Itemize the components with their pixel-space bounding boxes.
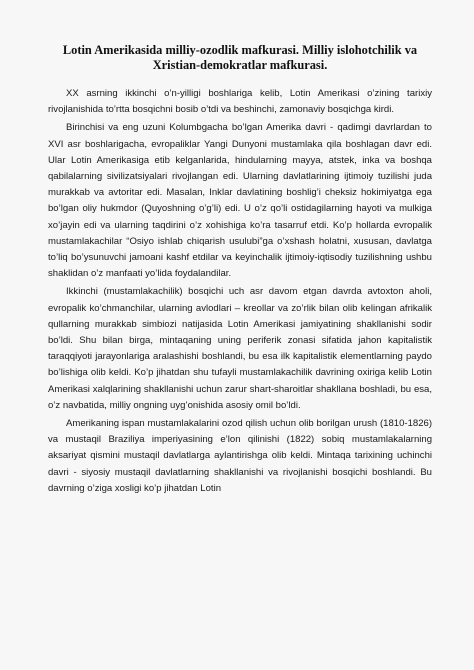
paragraph-4: Amerikaning ispan mustamlakalarini ozod qilish uchun olib borilgan urush (1810-1826) va mustaqil Braziliya imperiyasining e’lon qilinishi (1822) sobiq mustamlakalarning aksariyat qismini mustaqil davlatlarga aylantirishga olib keldi. Mintaqa tarixining uchinchi davri - siyosiy mustaqil davlatlarning shakllanishi va rivojlanishi bosqichi boshlandi. Bu davrning o’ziga xosligi ko’p jihatdan Lotin [48,418,432,494]
paragraph-1: XX asrning ikkinchi o’n-yilligi boshlariga kelib, Lotin Amerikasi o’zining tarixiy rivojlanishida to’rtta bosqichni bosib o’tdi va beshinchi, zamonaviy bosqichga kirdi. [48,88,432,116]
paragraph-2: Birinchisi va eng uzuni Kolumbgacha bo’lgan Amerika davri - qadimgi davrlardan to XVI asr boshlarigacha, evropaliklar Yangi Dunyoni mustamlaka qila boshlagan davr edi. Ular Lotin Amerikasiga etib kelganlarida, hindularning mayya, atstek, inka va boshqa qabilalarning sivilizatsiyalari rivojlangan edi. Ularning davlatlarining ijtimoiy tuzilishi juda murakkab va avtoritar edi. Masalan, Inklar davlatining boshlig’i cheksiz hokimiyatga ega bo’lgan oliy hukmdor (Quyoshning o’g’li) edi. U o’z qo’li ostidagilarning hayoti va mulkiga xo’jayin edi va ularning taqdirini o’z xohishiga ko’ra tasarruf etdi. Ko’p hollarda evropalik mustamlakachilar “Osiyo ishlab chiqarish usulubi”ga o’xshash holatni, xususan, davlatga to’liq bo’ysunuvchi jamoani kashf etdilar va keyinchalik ijtimoiy-iqtisodiy tuzilishning ushbu shaklidan o’z manfaati yo’lida foydalandilar. [48,122,432,280]
paragraph-3: Ikkinchi (mustamlakachilik) bosqichi uch asr davom etgan davrda avtoxton aholi, evropalik ko’chmanchilar, ularning avlodlari – kreollar va zo’rlik bilan olib kelingan afrikalik qullarning murakkab simbiozi natijasida Lotin Amerikasi jamiyatining shakllanishi sodir bo’ldi. Shu bilan birga, mintaqaning uning periferik zonasi sifatida jahon kapitalistik taraqqiyoti jarayonlariga aralashishi boshlandi, bu esa ilk kapitalistik elementlarning paydo bo’lishiga olib keldi. Ko’p jihatdan shu tufayli mustamlakachilik davrining oxiriga kelib Lotin Amerikasi xalqlarining shakllanishi uchun zarur shart-sharoitlar shakllana boshladi, bu esa, o’z navbatida, milliy ongning uyg’onishida asosiy omil bo’ldi. [48,286,432,411]
document-title: Lotin Amerikasida milliy-ozodlik mafkurasi. Milliy islohotchilik va Xristian-demokratlar mafkurasi. [62,43,418,72]
